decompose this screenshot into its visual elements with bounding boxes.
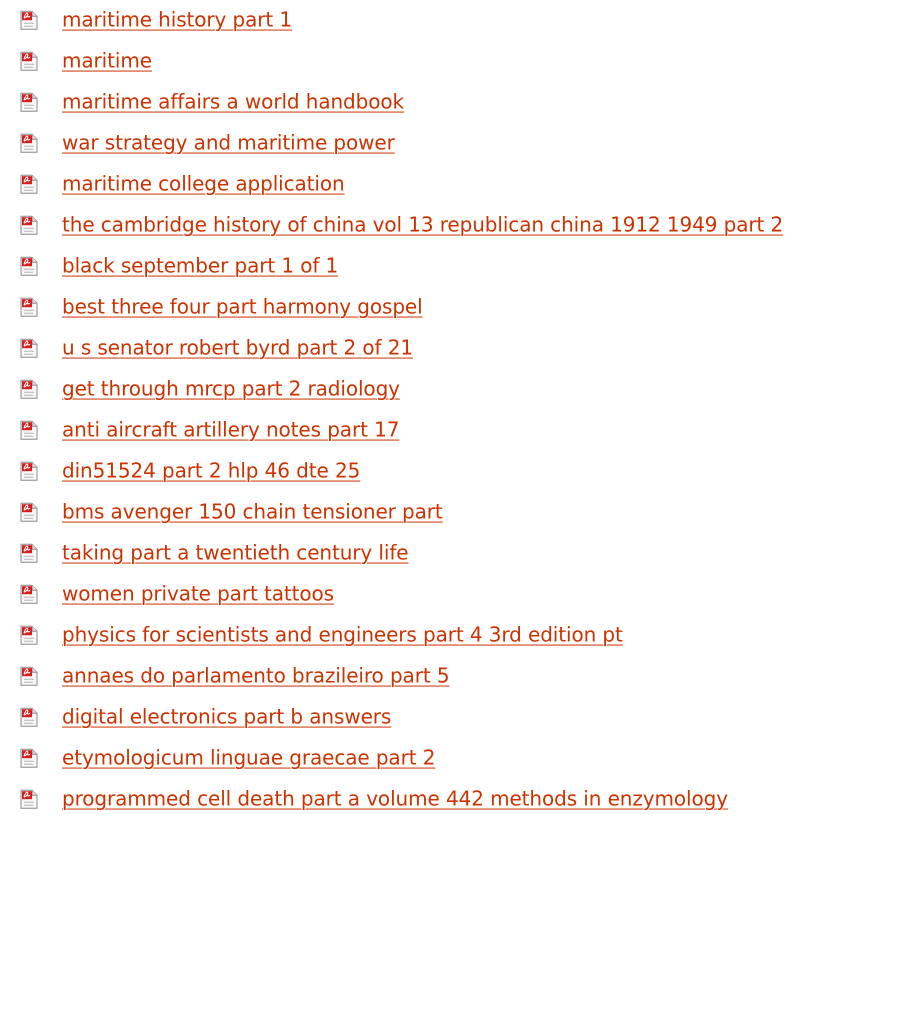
- pdf-file-icon: [20, 789, 38, 809]
- pdf-link[interactable]: din51524 part 2 hlp 46 dte 25: [62, 458, 361, 483]
- pdf-file-icon: [20, 133, 38, 153]
- pdf-link[interactable]: physics for scientists and engineers part 4 3rd edition pt: [62, 622, 623, 647]
- list-item: [0, 697, 915, 738]
- list-item: [0, 656, 915, 697]
- pdf-file-icon: [20, 748, 38, 768]
- list-item: [0, 164, 915, 205]
- pdf-file-icon: [20, 420, 38, 440]
- pdf-file-icon: [20, 92, 38, 112]
- pdf-file-icon: [20, 502, 38, 522]
- pdf-link[interactable]: taking part a twentieth century life: [62, 540, 409, 565]
- list-item: [0, 410, 915, 451]
- pdf-file-icon: [20, 461, 38, 481]
- list-item: [0, 574, 915, 615]
- pdf-file-icon: [20, 666, 38, 686]
- pdf-link[interactable]: u s senator robert byrd part 2 of 21: [62, 335, 413, 360]
- pdf-file-icon: [20, 338, 38, 358]
- list-item: [0, 369, 915, 410]
- list-item: [0, 41, 915, 82]
- pdf-file-icon: [20, 543, 38, 563]
- pdf-link[interactable]: annaes do parlamento brazileiro part 5: [62, 663, 450, 688]
- pdf-file-icon: [20, 10, 38, 30]
- pdf-file-icon: [20, 215, 38, 235]
- pdf-file-icon: [20, 584, 38, 604]
- pdf-file-icon: [20, 297, 38, 317]
- pdf-link[interactable]: anti aircraft artillery notes part 17: [62, 417, 400, 442]
- list-item: [0, 123, 915, 164]
- list-item: [0, 779, 915, 820]
- pdf-link[interactable]: bms avenger 150 chain tensioner part: [62, 499, 443, 524]
- pdf-link[interactable]: maritime affairs a world handbook: [62, 89, 405, 114]
- pdf-link[interactable]: the cambridge history of china vol 13 republican china 1912 1949 part 2: [62, 212, 784, 237]
- list-item: [0, 533, 915, 574]
- list-item: [0, 615, 915, 656]
- pdf-file-icon: [20, 379, 38, 399]
- list-item: [0, 0, 915, 41]
- pdf-file-icon: [20, 174, 38, 194]
- list-item: [0, 451, 915, 492]
- list-item: [0, 82, 915, 123]
- pdf-link[interactable]: maritime college application: [62, 171, 345, 196]
- pdf-file-icon: [20, 707, 38, 727]
- list-item: [0, 492, 915, 533]
- pdf-link[interactable]: black september part 1 of 1: [62, 253, 339, 278]
- list-item: [0, 738, 915, 779]
- pdf-link[interactable]: programmed cell death part a volume 442 methods in enzymology: [62, 786, 728, 811]
- list-item: [0, 246, 915, 287]
- pdf-link[interactable]: best three four part harmony gospel: [62, 294, 423, 319]
- pdf-link[interactable]: get through mrcp part 2 radiology: [62, 376, 400, 401]
- pdf-file-icon: [20, 625, 38, 645]
- list-item: [0, 287, 915, 328]
- pdf-link[interactable]: digital electronics part b answers: [62, 704, 392, 729]
- list-item: [0, 328, 915, 369]
- pdf-file-icon: [20, 256, 38, 276]
- pdf-link[interactable]: etymologicum linguae graecae part 2: [62, 745, 436, 770]
- pdf-file-icon: [20, 51, 38, 71]
- pdf-link[interactable]: women private part tattoos: [62, 581, 334, 606]
- pdf-link[interactable]: maritime history part 1: [62, 7, 293, 32]
- pdf-link[interactable]: maritime: [62, 48, 152, 73]
- list-item: [0, 205, 915, 246]
- pdf-link[interactable]: war strategy and maritime power: [62, 130, 395, 155]
